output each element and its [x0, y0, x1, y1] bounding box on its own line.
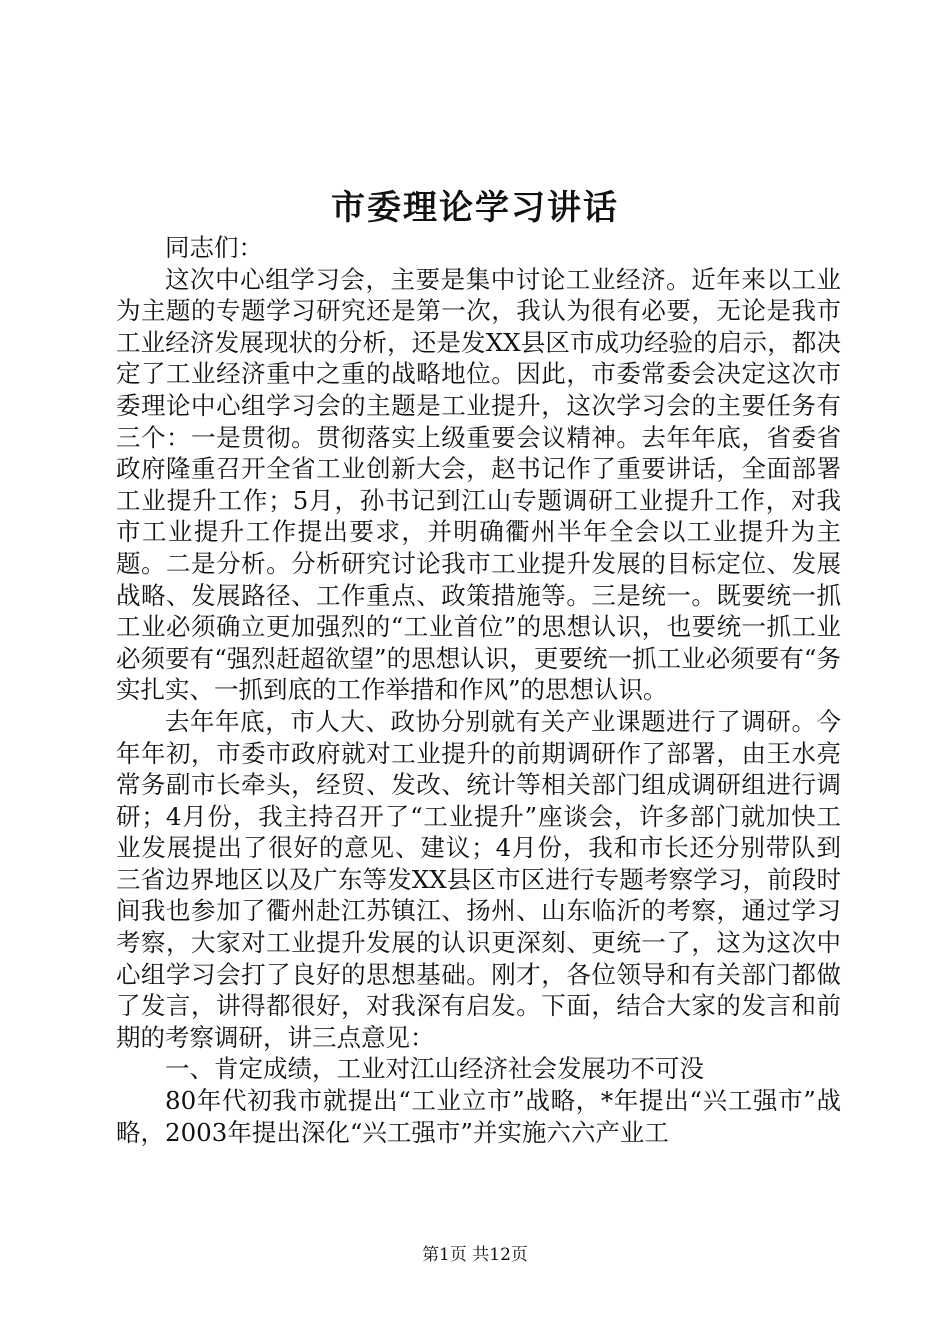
body-paragraph: 80年代初我市就提出“工业立市”战略，*年提出“兴工强市”战略，2003年提出深化“兴工强市”并实施六六产业工: [116, 1086, 841, 1147]
document-title: 市委理论学习讲话: [331, 188, 619, 228]
salutation-paragraph: 同志们：: [165, 233, 263, 262]
document-body: [116, 232, 841, 1148]
body-paragraph: 去年年底，市人大、政协分别就有关产业课题进行了调研。今年年初，市委市政府就对工业提升的前期调研作了部署，由王水亮常务副市长牵头，经贸、发改、统计等相关部门组成调研组进行调研；4月份，我主持召开了“工业提升”座谈会，许多部门就加快工业发展提出了很好的意见、建议；4月份，我和市长还分别带队到三省边界地区以及广东等发XX县区市区进行专题考察学习，前段时间我也参加了衢州赴江苏镇江、扬州、山东临沂的考察，通过学习考察，大家对工业提升发展的认识更深刻、更统一了，这为这次中心组学习会打了良好的思想基础。刚才，各位领导和有关部门都做了发言，讲得都很好，对我深有启发。下面，结合大家的发言和前期的考察调研，讲三点意见：: [116, 706, 841, 1052]
body-paragraph: 这次中心组学习会，主要是集中讨论工业经济。近年来以工业为主题的专题学习研究还是第一次，我认为很有必要，无论是我市工业经济发展现状的分析，还是发XX县区市成功经验的启示，都决定了工业经济重中之重的战略地位。因此，市委常委会决定这次市委理论中心组学习会的主题是工业提升，这次学习会的主要任务有三个：一是贯彻。贯彻落实上级重要会议精神。去年年底，省委省政府隆重召开全省工业创新大会，赵书记作了重要讲话，全面部署工业提升工作；5月，孙书记到江山专题调研工业提升工作，对我市工业提升工作提出要求，并明确衢州半年全会以工业提升为主题。二是分析。分析研究讨论我市工业提升发展的目标定位、发展战略、发展路径、工作重点、政策措施等。三是统一。既要统一抓工业必须确立更加强烈的“工业首位”的思想认识，也要统一抓工业必须要有“强烈赶超欲望”的思想认识，更要统一抓工业必须要有“务实扎实、一抓到底的工作举措和作风”的思想认识。: [116, 264, 841, 705]
page-number-footer: 第1页 共12页: [422, 1245, 528, 1265]
section-heading: 一、肯定成绩，工业对江山经济社会发展功不可没: [165, 1054, 704, 1084]
